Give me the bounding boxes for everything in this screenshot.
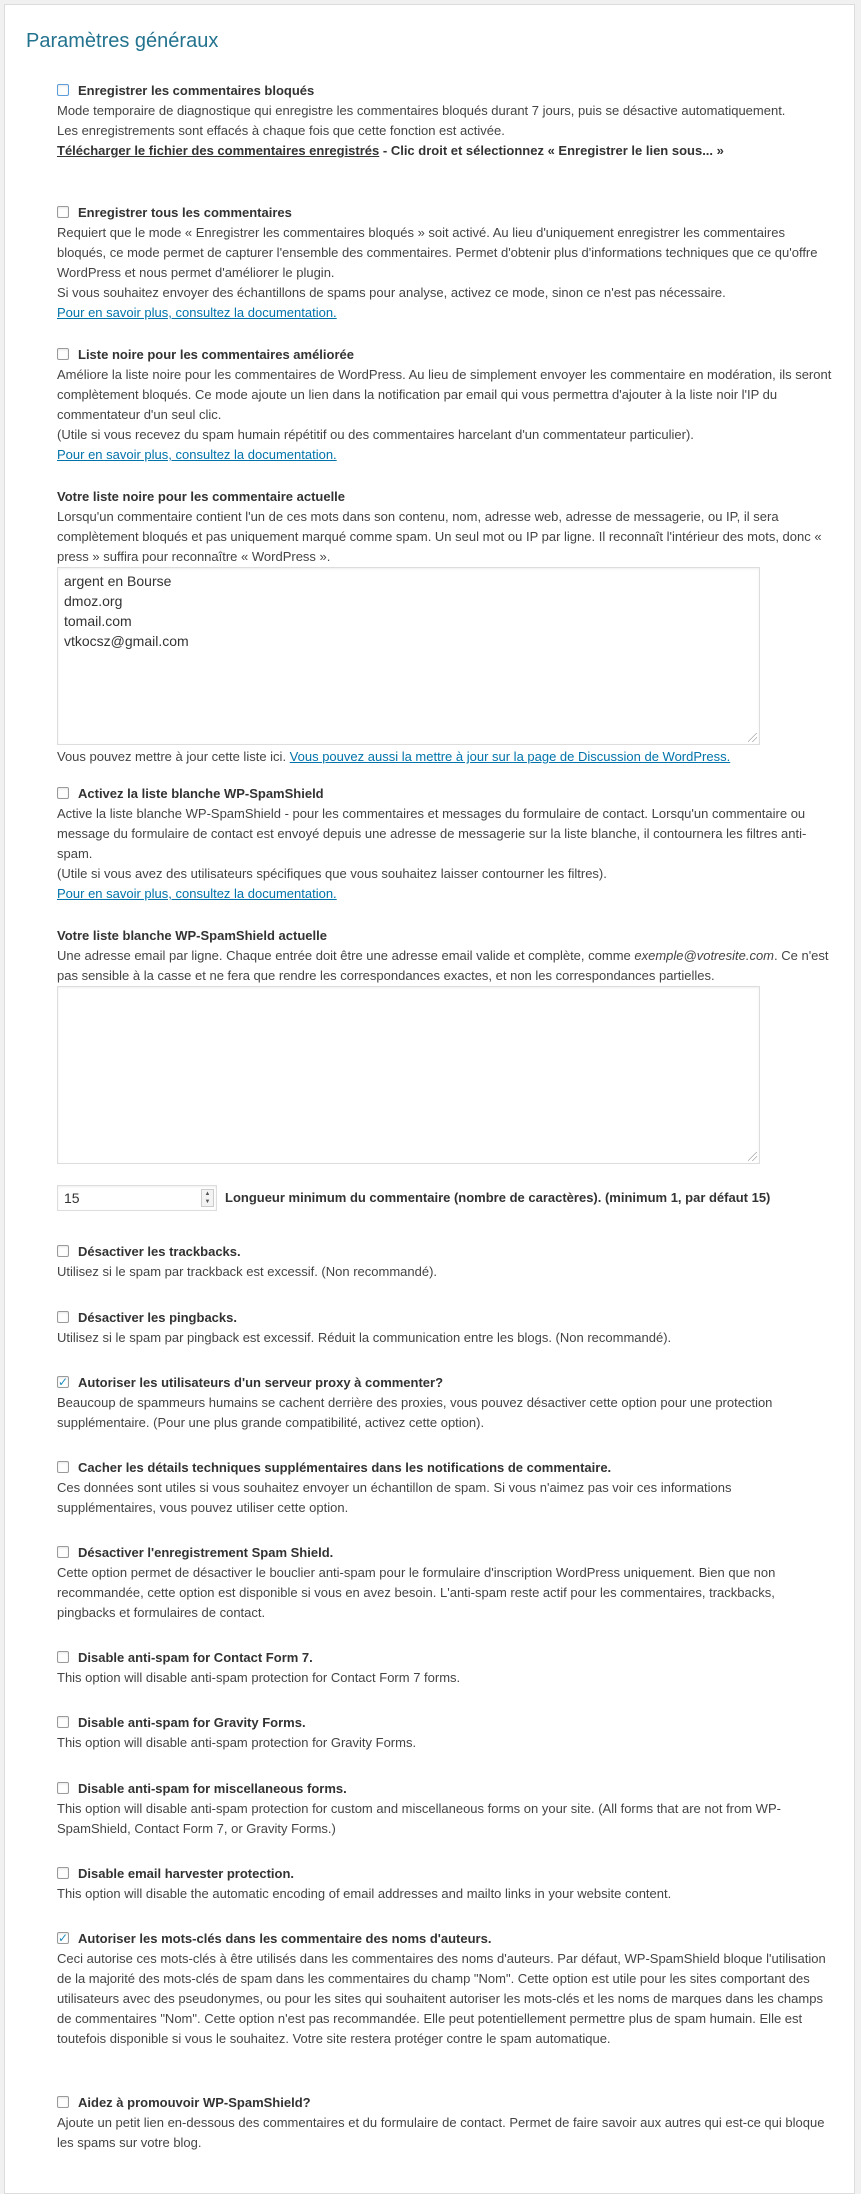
disable-registration-desc: Cette option permet de désactiver le bouclier anti-spam pour le formulaire d'inscription WordPress uniquement. Bien que non recommandée, cette option est disponible si vous en avez besoin. L'anti-spam reste actif pour les commentaires, trackbacks, pingbacks et formulaires de contact.	[57, 1565, 776, 1620]
promote-label[interactable]: Aidez à promouvoir WP-SpamShield?	[78, 2095, 311, 2110]
whitelist-example: exemple@votresite.com	[634, 948, 775, 963]
pingbacks-desc: Utilisez si le spam par pingback est excessif. Réduit la communication entre les blogs. (Non recommandé).	[57, 1330, 672, 1345]
option-disable-registration	[57, 1543, 833, 1623]
blacklist-update-text: Vous pouvez mettre à jour cette liste ici.	[57, 749, 290, 764]
pingbacks-label[interactable]: Désactiver les pingbacks.	[78, 1310, 237, 1325]
keywords-label[interactable]: Autoriser les mots-clés dans les commentaire des noms d'auteurs.	[78, 1931, 492, 1946]
hide-details-label[interactable]: Cacher les détails techniques supplémentaires dans les notifications de commentaire.	[78, 1460, 612, 1475]
option-pingbacks	[57, 1308, 833, 1348]
disable-registration-label[interactable]: Désactiver l'enregistrement Spam Shield.	[78, 1545, 334, 1560]
harvester-desc: This option will disable the automatic encoding of email addresses and mailto links in your website content.	[57, 1886, 672, 1901]
blacklist-textarea[interactable]	[57, 567, 760, 745]
whitelist-desc2: (Utile si vous avez des utilisateurs spécifiques que vous souhaitez laisser contourner les filtres).	[57, 866, 607, 881]
hide-details-desc: Ces données sont utiles si vous souhaitez envoyer un échantillon de spam. Si vous n'aimez pas voir ces informations supplémentaires, vous pouvez utiliser cette option.	[57, 1480, 732, 1515]
option-blacklist-current	[57, 487, 833, 767]
section-title: Paramètres généraux	[26, 30, 219, 52]
blacklist-desc: Lorsqu'un commentaire contient l'un de ces mots dans son contenu, nom, adresse web, adresse de messagerie, ou IP, il sera complètement bloqués et pas uniquement marqué comme spam. Un seul mot ou IP par ligne. Il reconnaît l'intérieur des mots, donc « press » suffira pour reconnaître « WordPress ».	[57, 509, 822, 564]
proxy-label[interactable]: Autoriser les utilisateurs d'un serveur proxy à commenter?	[78, 1375, 444, 1390]
settings-panel	[4, 4, 855, 2194]
proxy-desc: Beaucoup de spammeurs humains se cachent derrière des proxies, vous pouvez désactiver cette option pour une protection supplémentaire. (Pour une plus grande compatibilité, activez cette option).	[57, 1395, 773, 1430]
log-blocked-desc2: Les enregistrements sont effacés à chaque fois que cette fonction est activée.	[57, 123, 505, 138]
whitelist-label[interactable]: Activez la liste blanche WP-SpamShield	[78, 786, 324, 801]
harvester-checkbox[interactable]	[57, 1867, 69, 1879]
log-all-doc-link[interactable]: Pour en savoir plus, consultez la documentation.	[57, 305, 337, 320]
log-blocked-label[interactable]: Enregistrer les commentaires bloqués	[78, 83, 315, 98]
misc-forms-desc: This option will disable anti-spam protection for custom and miscellaneous forms on your site. (All forms that are not from WP-SpamShield, Contact Form 7, or Gravity Forms.)	[57, 1801, 781, 1836]
enhanced-blacklist-desc2: (Utile si vous recevez du spam humain répétitif ou des commentaires harcelant d'un commentateur particulier).	[57, 427, 694, 442]
log-all-desc2: Si vous souhaitez envoyer des échantillons de spams pour analyse, activez ce mode, sinon ce n'est pas nécessaire.	[57, 285, 726, 300]
log-blocked-checkbox[interactable]	[57, 84, 69, 96]
whitelist-checkbox[interactable]	[57, 787, 69, 799]
keywords-checkbox[interactable]	[57, 1932, 69, 1944]
log-all-checkbox[interactable]	[57, 206, 69, 218]
blacklist-entry: tomail.com	[64, 613, 132, 629]
whitelist-desc1: Active la liste blanche WP-SpamShield - pour les commentaires et messages du formulaire de contact. Lorsqu'un commentaire ou message du formulaire de contact est envoyé depuis une adresse de messagerie sur la liste blanche, il contournera les filtres anti-spam.	[57, 806, 807, 861]
discussion-page-link[interactable]: Vous pouvez aussi la mettre à jour sur la page de Discussion de WordPress.	[289, 749, 731, 764]
option-whitelist-current	[57, 926, 833, 1164]
option-cf7	[57, 1648, 833, 1688]
option-misc-forms	[57, 1779, 833, 1839]
option-harvester	[57, 1864, 833, 1904]
log-all-desc1: Requiert que le mode « Enregistrer les commentaires bloqués » soit activé. Au lieu d'uniquement enregistrer les commentaires bloqués, ce mode permet de capturer l'ensemble des commentaires. Permet d'obtenir plus d'informations techniques que ce qu'offre WordPress et nous permet d'améliorer le plugin.	[57, 225, 818, 280]
log-blocked-desc1: Mode temporaire de diagnostique qui enregistre les commentaires bloqués durant 7 jours, puis se désactive automatiquement.	[57, 103, 786, 118]
trackbacks-label[interactable]: Désactiver les trackbacks.	[78, 1244, 241, 1259]
enhanced-blacklist-doc-link[interactable]: Pour en savoir plus, consultez la documentation.	[57, 447, 337, 462]
cf7-desc: This option will disable anti-spam protection for Contact Form 7 forms.	[57, 1670, 461, 1685]
misc-forms-checkbox[interactable]	[57, 1782, 69, 1794]
blacklist-entry: vtkocsz@gmail.com	[64, 633, 189, 649]
option-hide-details	[57, 1458, 833, 1518]
whitelist-doc-link[interactable]: Pour en savoir plus, consultez la documentation.	[57, 886, 337, 901]
cf7-checkbox[interactable]	[57, 1651, 69, 1663]
gravity-label[interactable]: Disable anti-spam for Gravity Forms.	[78, 1715, 306, 1730]
min-length-value: 15	[64, 1190, 80, 1206]
min-length-input[interactable]	[57, 1185, 217, 1211]
trackbacks-desc: Utilisez si le spam par trackback est excessif. (Non recommandé).	[57, 1264, 438, 1279]
whitelist-current-desc-b: . Ce n'est pas sensible à la casse et ne fera que rendre les correspondances exactes, et non les correspondances partielles.	[57, 948, 829, 983]
proxy-checkbox[interactable]	[57, 1376, 69, 1388]
min-length-label: Longueur minimum du commentaire (nombre de caractères). (minimum 1, par défaut 15)	[225, 1190, 771, 1205]
option-whitelist-enable	[57, 784, 833, 904]
resize-grip-icon[interactable]	[748, 733, 757, 742]
enhanced-blacklist-label[interactable]: Liste noire pour les commentaires amélioréе	[78, 347, 354, 362]
option-promote	[57, 2093, 833, 2153]
pingbacks-checkbox[interactable]	[57, 1311, 69, 1323]
option-log-blocked	[57, 81, 833, 161]
disable-registration-checkbox[interactable]	[57, 1546, 69, 1558]
keywords-desc: Ceci autorise ces mots-clés à être utilisés dans les commentaires des noms d'auteurs. Par défaut, WP-SpamShield bloque l'utilisation de la majorité des mots-clés de spam dans les commentaires du champ "Nom". Cette option est utile pour les sites comportant des utilisateurs avec des pseudonymes, ou pour les sites qui souhaitent autoriser les mots-clés et les noms de marques dans les champs de commentaires "Nom". Cette option n'est pas recommandée. Elle peut potentiellement permettre plus de spam humain. Elle est toutefois disponible si vous le souhaitez. Votre site restera protéger contre le spam automatique.	[57, 1951, 826, 2046]
option-log-all	[57, 203, 833, 323]
download-log-link[interactable]: Télécharger le fichier des commentaires enregistrés	[57, 143, 380, 158]
promote-checkbox[interactable]	[57, 2096, 69, 2108]
gravity-desc: This option will disable anti-spam protection for Gravity Forms.	[57, 1735, 417, 1750]
option-enhanced-blacklist	[57, 345, 833, 465]
resize-grip-icon[interactable]	[748, 1152, 757, 1161]
spinner-arrows-icon[interactable]: ▲ ▼	[201, 1189, 214, 1207]
whitelist-current-label: Votre liste blanche WP-SpamShield actuelle	[57, 928, 327, 943]
misc-forms-label[interactable]: Disable anti-spam for miscellaneous forms.	[78, 1781, 347, 1796]
option-trackbacks	[57, 1242, 833, 1282]
option-keywords	[57, 1929, 833, 2049]
hide-details-checkbox[interactable]	[57, 1461, 69, 1473]
whitelist-textarea[interactable]	[57, 986, 760, 1164]
trackbacks-checkbox[interactable]	[57, 1245, 69, 1257]
blacklist-label: Votre liste noire pour les commentaire actuelle	[57, 489, 346, 504]
promote-desc: Ajoute un petit lien en-dessous des commentaires et du formulaire de contact. Permet de faire savoir aux autres qui est-ce qui bloque les spams sur votre blog.	[57, 2115, 825, 2150]
option-gravity	[57, 1713, 833, 1753]
harvester-label[interactable]: Disable email harvester protection.	[78, 1866, 295, 1881]
enhanced-blacklist-checkbox[interactable]	[57, 348, 69, 360]
blacklist-entry: argent en Bourse	[64, 573, 172, 589]
enhanced-blacklist-desc1: Améliore la liste noire pour les commentaires de WordPress. Au lieu de simplement envoyer les commentaire en modération, ils seront complètement bloqués. Ce mode ajoute un lien dans la notification par email qui vous permettra d'ajouter à la liste noir l'IP du commentateur d'un seul clic.	[57, 367, 832, 422]
whitelist-current-desc-a: Une adresse email par ligne. Chaque entrée doit être une adresse email valide et complète, comme	[57, 948, 635, 963]
option-proxy	[57, 1373, 833, 1433]
option-min-length	[57, 1185, 833, 1211]
log-all-label[interactable]: Enregistrer tous les commentaires	[78, 205, 292, 220]
gravity-checkbox[interactable]	[57, 1716, 69, 1728]
download-log-hint: - Clic droit et sélectionnez « Enregistrer le lien sous... »	[379, 143, 724, 158]
cf7-label[interactable]: Disable anti-spam for Contact Form 7.	[78, 1650, 313, 1665]
blacklist-entry: dmoz.org	[64, 593, 123, 609]
